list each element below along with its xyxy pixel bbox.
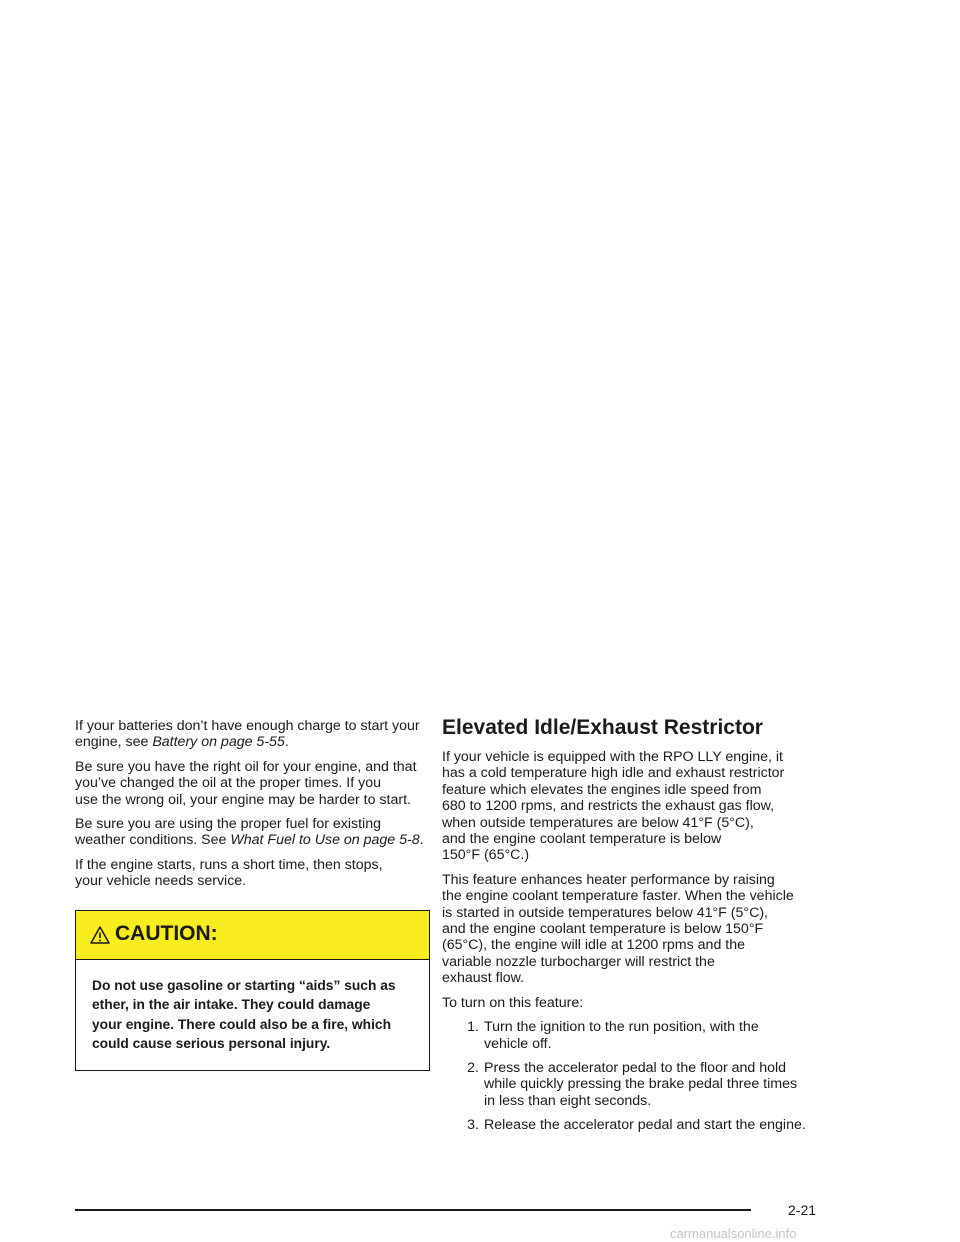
text-line: ether, in the air intake. They could damage: [92, 997, 371, 1013]
text-line: variable nozzle turbocharger will restrict the: [442, 953, 715, 970]
text-line: If your batteries don’t have enough charge to start your: [75, 718, 420, 734]
text-line: Do not use gasoline or starting “aids” such as: [92, 977, 396, 993]
list-item: [442, 1117, 824, 1133]
text-line: and the engine coolant temperature is below: [442, 831, 722, 848]
fuel-page-reference-link[interactable]: What Fuel to Use on page 5-8: [230, 832, 420, 849]
text-line: (65°C), the engine will idle at 1200 rpms and the: [442, 937, 745, 954]
text-line: Be sure you have the right oil for your engine, and that: [75, 758, 417, 775]
paragraph-service: [75, 857, 431, 890]
text-line: exhaust flow.: [442, 970, 525, 987]
paragraph-fuel: [75, 816, 431, 849]
step-text: Press the accelerator pedal to the floor and hold while quickly pressing the brake pedal three times in less than eight seconds.: [484, 1059, 798, 1109]
right-column: [442, 718, 824, 1142]
text-line: your engine. There could also be a fire, which: [92, 1016, 391, 1032]
text-line: If your vehicle is equipped with the RPO LLY engine, it: [442, 749, 783, 765]
text-line: your vehicle needs service.: [75, 873, 247, 890]
text-line: has a cold temperature high idle and exhaust restrictor: [442, 765, 785, 782]
step-number: 2.: [467, 1059, 479, 1076]
text-line: is started in outside temperatures below 41°F (5°C),: [442, 904, 768, 921]
step-number: 3.: [467, 1117, 479, 1134]
caution-header: [76, 911, 429, 960]
text-line: weather conditions. See What Fuel to Use on page 5-8.: [75, 832, 424, 849]
text-line: could cause serious personal injury.: [92, 1036, 331, 1052]
text-line: the engine coolant temperature faster. When the vehicle: [442, 888, 794, 905]
text-line: when outside temperatures are below 41°F (5°C),: [442, 814, 754, 831]
paragraph-battery: [75, 718, 431, 751]
paragraph-oil: [75, 759, 431, 808]
caution-title: CAUTION:: [115, 922, 218, 946]
text-line: 680 to 1200 rpms, and restricts the exhaust gas flow,: [442, 798, 775, 815]
text-line: Be sure you are using the proper fuel for existing: [75, 816, 381, 833]
text-line: To turn on this feature:: [442, 994, 584, 1011]
step-text: Release the accelerator pedal and start the engine.: [484, 1117, 806, 1134]
step-text: Turn the ignition to the run position, with the vehicle off.: [484, 1019, 759, 1052]
paragraph-intro: [442, 749, 824, 864]
step-number: 1.: [467, 1019, 479, 1036]
text-line: use the wrong oil, your engine may be harder to start.: [75, 791, 411, 808]
footer-divider: [75, 1209, 751, 1211]
text-line: and the engine coolant temperature is below 150°F: [442, 921, 764, 938]
list-item: [442, 1019, 824, 1052]
text-line: feature which elevates the engines idle speed from: [442, 781, 762, 798]
warning-triangle-icon: [90, 925, 110, 945]
steps-list: [442, 1019, 824, 1133]
text-line: If the engine starts, runs a short time, then stops,: [75, 856, 383, 873]
section-heading: Elevated Idle/Exhaust Restrictor: [442, 716, 763, 739]
text-line: 150°F (65°C.): [442, 847, 530, 864]
caution-text: [76, 960, 429, 1070]
text-line: This feature enhances heater performance by raising: [442, 871, 775, 888]
battery-page-reference-link[interactable]: Battery on page 5-55: [152, 734, 285, 751]
caution-box: [75, 910, 430, 1071]
text-line: you’ve changed the oil at the proper times. If you: [75, 775, 382, 792]
paragraph-turn-on: [442, 995, 824, 1011]
paragraph-heater: [442, 872, 824, 987]
list-item: [442, 1060, 824, 1109]
watermark: carmanualsonline.info: [670, 1226, 797, 1241]
page-number: 2-21: [788, 1202, 817, 1218]
text-line: engine, see Battery on page 5-55.: [75, 734, 289, 751]
left-column: [75, 718, 431, 1071]
